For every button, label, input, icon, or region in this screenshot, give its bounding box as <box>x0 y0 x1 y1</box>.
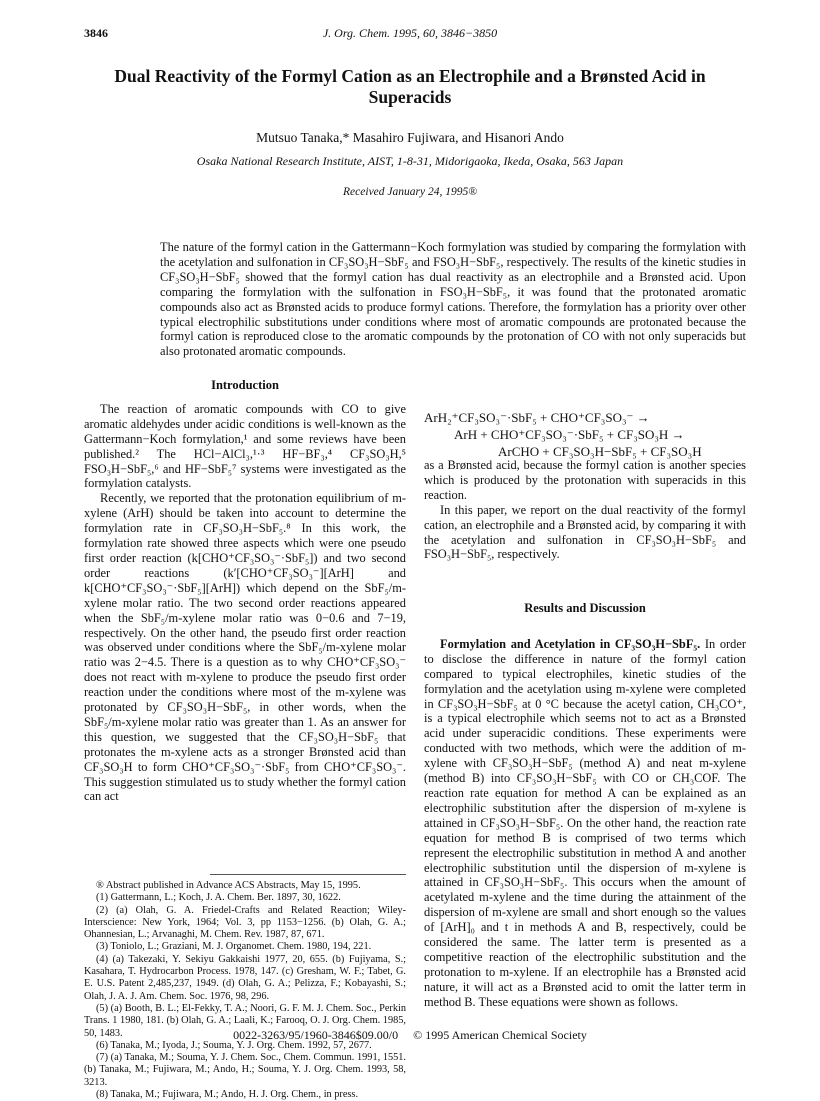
intro-paragraph: In this paper, we report on the dual reactivity of the formyl cation, an electrophile and a Brønsted acid, by comparing it with the acetylation and sulfonation in CF₃SO₃H−SbF₅ and FSO₃H−SbF₅, respectively. <box>424 502 746 562</box>
footnote: (2) (a) Olah, G. A. Friedel-Crafts and Related Reaction; Wiley-Interscience: New York, 1964; Vol. 3, pp 1153−1256. (b) Olah, G. A.; Ohannesian, L.; Arvanaghi, M. Chem. Rev. 1987, 87, 671. <box>84 904 406 941</box>
journal-citation: J. Org. Chem. 1995, 60, 3846−3850 <box>322 26 498 40</box>
introduction-section <box>84 378 406 804</box>
intro-paragraph: The reaction of aromatic compounds with CO to give aromatic aldehydes under acidic conditions is well-known as the Gattermann−Koch formylation,¹ and some reviews have been published.² The HCl−AlCl₃,¹·³ HF−BF₃,⁴ CF₃SO₃H,⁵ FSO₃H−SbF₅,⁶ and HF−SbF₅⁷ systems were investigated as the formylation catalysts. <box>84 401 406 491</box>
equation-line: ArCHO + CF₃SO₃H−SbF₅ + CF₃SO₃H <box>498 444 702 459</box>
footnote: ® Abstract published in Advance ACS Abstracts, May 15, 1995. <box>96 880 361 891</box>
footnote: (8) Tanaka, M.; Fujiwara, M.; Ando, H. J. Org. Chem., in press. <box>96 1089 359 1101</box>
introduction-heading: Introduction <box>211 378 279 392</box>
footnote: (6) Tanaka, M.; Iyoda, J.; Souma, Y. J. Org. Chem. 1992, 57, 2677. <box>96 1039 372 1051</box>
equation-line: ArH + CHO⁺CF₃SO₃⁻·SbF₅ + CF₃SO₃H → <box>454 427 685 442</box>
right-intro <box>424 458 746 562</box>
received-date: Received January 24, 1995® <box>343 186 477 198</box>
results-subheading: Formylation and Acetylation in CF₃SO₃H−SbF₅. <box>440 636 701 651</box>
article-title: Dual Reactivity of the Formyl Cation as an Electrophile and a Brønsted Acid in Superacids <box>114 66 706 107</box>
page-footer <box>0 1028 820 1043</box>
footnote-divider <box>210 874 406 875</box>
page-number: 3846 <box>84 26 108 40</box>
copyright: © 1995 American Chemical Society <box>413 1028 587 1042</box>
author-list: Mutsuo Tanaka,* Masahiro Fujiwara, and Hisanori Ando <box>256 130 564 145</box>
results-text: In order to disclose the difference in nature of the formyl cation compared to typical electrophiles, kinetic studies of the formylation and the acetylation using m-xylene were completed in CF₃SO₃H−SbF₅ at 0 °C because the acetyl cation, CH₃CO⁺, is a typical electrophile which seems not to act as a Brønsted acid under superacidic conditions. These experiments were conducted with two methods, which were the addition of m-xylene with CF₃SO₃H−SbF₅ (method A) and neat m-xylene (method B) into CF₃SO₃H−SbF₅ with CO or CH₃COF. The reaction rate equation for method A can be explained as an electrophilic substitution after the dispersion of m-xylene is attained in CF₃SO₃H−SbF₅. On the other hand, the reaction rate equation for method B is comprised of two terms which represent the electrophilic substitution in method A and another electrophilic substitution until the dispersion of m-xylene is attained in CF₃SO₃H−SbF₅. This occurs when the amount of acetylated m-xylene and the time during the attainment of the dispersion of m-xylene are small and short enough so the values of [ArH]₀ and t in methods A and B, respectively, could be considered the same. The latter term is presented as a competitive reaction of the electrophilic substitution and the protonation to m-xylene. If an electrophile has a Brønsted acid nature, it will act as a Brønsted acid to omit the latter term in method B. These equations were shown as follows. <box>424 636 746 1009</box>
footnote: (4) (a) Takezaki, Y. Sekiyu Gakkaishi 1977, 20, 655. (b) Fujiyama, S.; Kasahara, T. Hydrocarbon Process. 1978, 147. (c) Gresham, W. F.; Tabet, G. E. U.S. Patent 2,485,237, 1949. (d) Olah, G. A.; Pelizza, F.; Kobayashi, S.; Olah, J. A. J. Am. Chem. Soc. 1976, 98, 296. <box>84 953 406 1002</box>
results-section <box>424 601 746 1010</box>
intro-paragraph: Recently, we reported that the protonation equilibrium of m-xylene (ArH) should be taken into account to determine the formylation rate in CF₃SO₃H−SbF₅.⁸ In this work, the formylation rate showed three aspects which were one pseudo first order reaction (k[CHO⁺CF₃SO₃⁻·SbF₅]) and two second order reactions (k′[CHO⁺CF₃SO₃⁻][ArH] and k[CHO⁺CF₃SO₃⁻·SbF₅][ArH]) which depend on the SbF₅/m-xylene molar ratio. The two second order reactions appeared when the SbF₅/m-xylene molar ratio was 0−0.6 and 7−19, respectively. On the other hand, the pseudo first order reaction was observed under conditions where the SbF₅/m-xylene molar ratio was 2−4.5. There is a question as to why CHO⁺CF₃SO₃⁻ does not react with m-xylene to produce the pseudo first order reaction under the conditions where most of the m-xylene was protonated by CF₃SO₃H−SbF₅, in other words, when the SbF₅/m-xylene molar ratio was greater than 1. As an answer for this question, we suggested that the CF₃SO₃H−SbF₅ that protonates the m-xylene acts as a stronger Brønsted acid than CF₃SO₃H to form CHO⁺CF₃SO₃⁻·SbF₅ from CHO⁺CF₃SO₃⁻. This suggestion stimulated us to study whether the formyl cation can act <box>84 491 406 804</box>
footnote: (7) (a) Tanaka, M.; Souma, Y. J. Chem. Soc., Chem. Commun. 1991, 1551. (b) Tanaka, M.; Fujiwara, M.; Ando, H.; Souma, Y. J. Org. Chem. 1993, 58, 3213. <box>84 1052 406 1088</box>
intro-continuation: as a Brønsted acid, because the formyl cation is another species which is produced by the protonation with superacids in this reaction. <box>424 458 746 502</box>
footnote: (1) Gattermann, L.; Koch, J. A. Chem. Ber. 1897, 30, 1622. <box>96 892 341 904</box>
affiliation: Osaka National Research Institute, AIST, 1-8-31, Midorigaoka, Ikeda, Osaka, 563 Japan <box>196 154 624 168</box>
footnote: (3) Toniolo, L.; Graziani, M. J. Organomet. Chem. 1980, 194, 221. <box>96 941 372 953</box>
equation-line: ArH₂⁺CF₃SO₃⁻·SbF₅ + CHO⁺CF₃SO₃⁻ → <box>424 410 650 425</box>
article-code: 0022-3263/95/1960-3846$09.00/0 <box>233 1028 399 1042</box>
footnote: (5) (a) Booth, B. L.; El-Fekky, T. A.; Noori, G. F. M. J. Chem. Soc., Perkin Trans. 1 1980, 181. (b) Olah, G. A.; Laali, K.; Farooq, O. J. Org. Chem. 1985, 50, 1483. <box>84 1002 406 1039</box>
reaction-equations <box>424 409 754 460</box>
results-heading: Results and Discussion <box>524 601 646 615</box>
abstract: The nature of the formyl cation in the Gattermann−Koch formylation was studied by comparing the formylation with the acetylation and sulfonation in CF₃SO₃H−SbF₅ and FSO₃H−SbF₅, respectively. The results of the kinetic studies in CF₃SO₃H−SbF₅ showed that the formyl cation has dual reactivity as an electrophile and a Brønsted acid. Upon comparing the formylation with the sulfonation in FSO₃H−SbF₅, it was found that the protonated aromatic compounds also act as Brønsted acids to produce formyl cations. Therefore, the formylation has a priority over other typical electrophilic substitutions under conditions where most of aromatic compounds are protonated because the formyl cation is reproduced close to the aromatic compounds by the protonation of CO with not only superacids but also protonated aromatic compounds. <box>160 240 746 359</box>
